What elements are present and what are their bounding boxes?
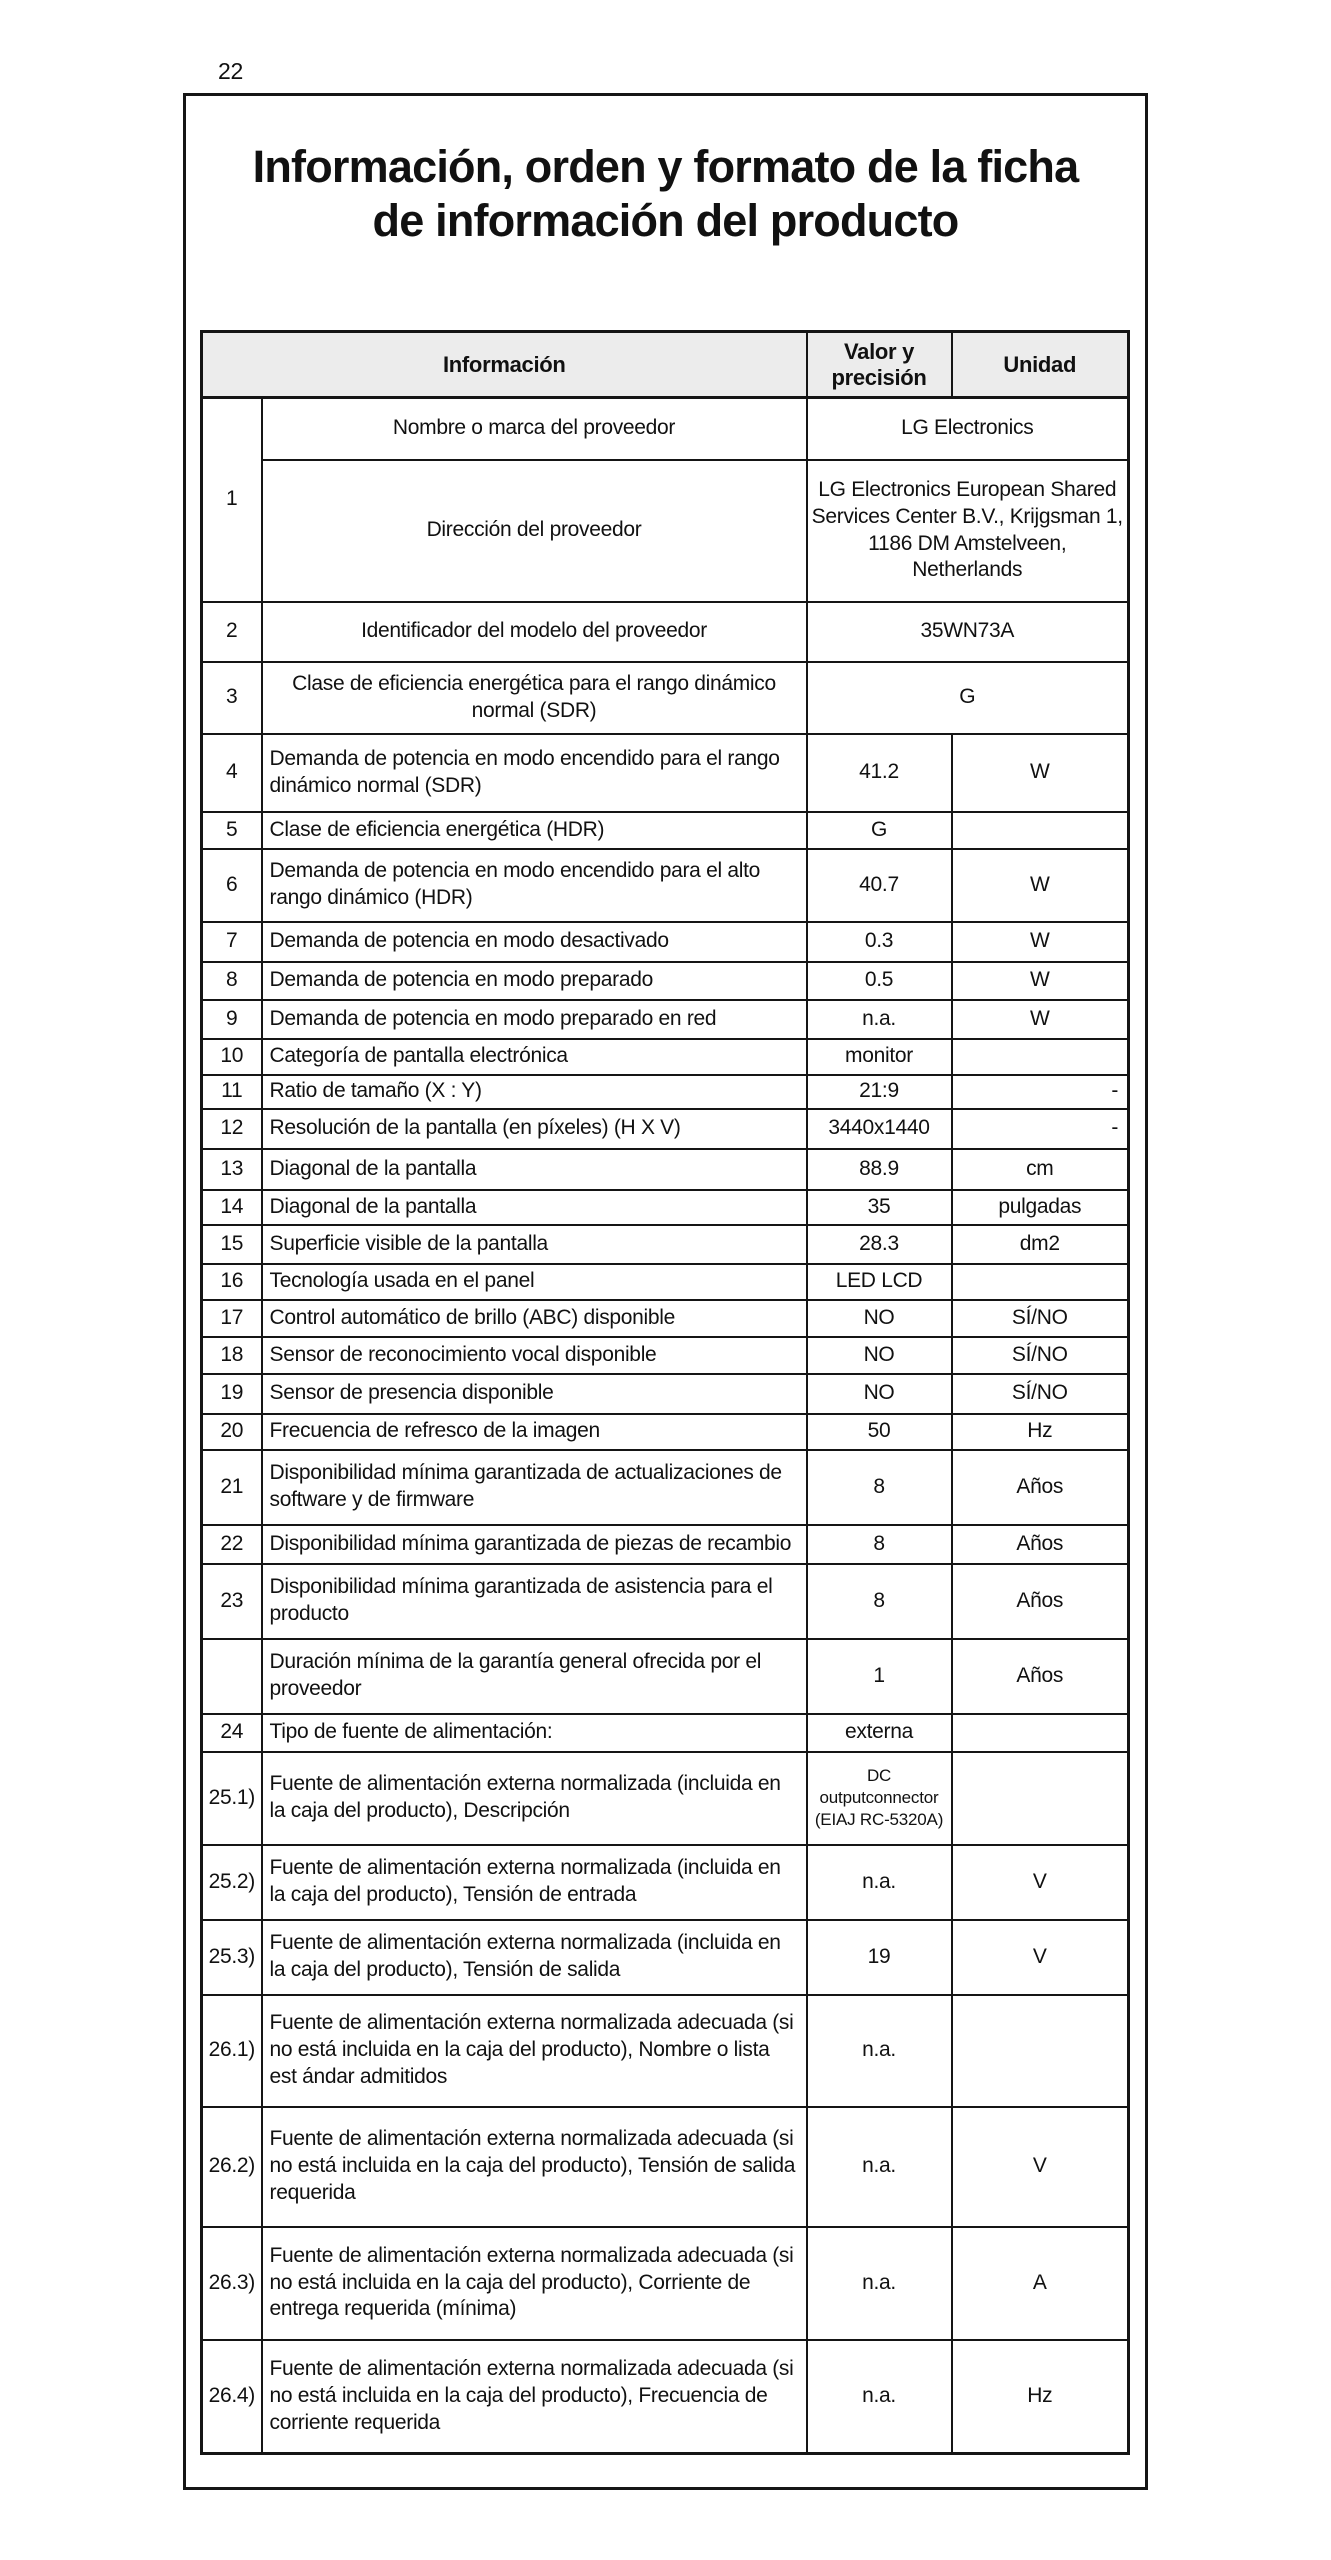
table-row xyxy=(202,1450,1129,1525)
row-number-cell: 20 xyxy=(202,1414,262,1450)
table-row xyxy=(202,1337,1129,1374)
table-row xyxy=(202,2340,1129,2454)
page-title xyxy=(186,140,1145,248)
row-number-cell: 16 xyxy=(202,1264,262,1300)
value-cell: G xyxy=(807,812,952,849)
info-cell: Sensor de presencia disponible xyxy=(262,1374,807,1414)
unit-cell: pulgadas xyxy=(952,1190,1129,1225)
info-cell: Fuente de alimentación externa normalizada (incluida en la caja del producto), Descripción xyxy=(262,1752,807,1845)
value-cell: 41.2 xyxy=(807,734,952,812)
info-cell: Fuente de alimentación externa normalizada adecuada (si no está incluida en la caja del producto), Frecuencia de corriente requerida xyxy=(262,2340,807,2454)
info-cell: Demanda de potencia en modo preparado en red xyxy=(262,1000,807,1039)
info-cell: Identificador del modelo del proveedor xyxy=(262,602,807,662)
unit-cell: dm2 xyxy=(952,1225,1129,1264)
value-cell: n.a. xyxy=(807,2107,952,2227)
table-row xyxy=(202,1264,1129,1300)
unit-cell xyxy=(952,1039,1129,1075)
unit-cell: - xyxy=(952,1109,1129,1149)
unit-cell xyxy=(952,812,1129,849)
unit-cell: Años xyxy=(952,1564,1129,1639)
row-number-cell: 25.3) xyxy=(202,1920,262,1995)
table-row xyxy=(202,962,1129,1000)
header-unidad: Unidad xyxy=(952,332,1129,398)
value-cell: 8 xyxy=(807,1450,952,1525)
table-row xyxy=(202,2107,1129,2227)
table-row xyxy=(202,662,1129,734)
row-number-cell: 24 xyxy=(202,1714,262,1752)
header-informacion: Información xyxy=(202,332,807,398)
info-cell: Fuente de alimentación externa normalizada adecuada (si no está incluida en la caja del producto), Tensión de salida requerida xyxy=(262,2107,807,2227)
value-cell: 1 xyxy=(807,1639,952,1714)
table-row xyxy=(202,1109,1129,1149)
info-cell: Tipo de fuente de alimentación: xyxy=(262,1714,807,1752)
table-row xyxy=(202,1920,1129,1995)
row-number-cell: 19 xyxy=(202,1374,262,1414)
header-row xyxy=(202,332,1129,398)
table-row xyxy=(202,812,1129,849)
table-row xyxy=(202,2227,1129,2340)
value-cell: 35 xyxy=(807,1190,952,1225)
table-row xyxy=(202,1752,1129,1845)
unit-cell xyxy=(952,1714,1129,1752)
info-cell: Categoría de pantalla electrónica xyxy=(262,1039,807,1075)
table-row xyxy=(202,1714,1129,1752)
row-number-cell: 15 xyxy=(202,1225,262,1264)
table-row xyxy=(202,1564,1129,1639)
value-cell: n.a. xyxy=(807,1000,952,1039)
value-cell: 0.3 xyxy=(807,922,952,962)
row-number-cell: 21 xyxy=(202,1450,262,1525)
value-cell: LG Electronics xyxy=(807,398,1129,460)
info-cell: Clase de eficiencia energética (HDR) xyxy=(262,812,807,849)
info-cell: Fuente de alimentación externa normalizada (incluida en la caja del producto), Tensión de entrada xyxy=(262,1845,807,1920)
info-cell: Disponibilidad mínima garantizada de asistencia para el producto xyxy=(262,1564,807,1639)
table-row xyxy=(202,398,1129,460)
info-cell: Clase de eficiencia energética para el rango dinámico normal (SDR) xyxy=(262,662,807,734)
unit-cell: Hz xyxy=(952,2340,1129,2454)
info-cell: Resolución de la pantalla (en píxeles) (H X V) xyxy=(262,1109,807,1149)
row-number-cell: 6 xyxy=(202,849,262,922)
table-row xyxy=(202,1414,1129,1450)
info-cell: Control automático de brillo (ABC) disponible xyxy=(262,1300,807,1337)
row-number-cell: 26.2) xyxy=(202,2107,262,2227)
table-row xyxy=(202,1995,1129,2107)
row-number-cell: 25.2) xyxy=(202,1845,262,1920)
unit-cell: cm xyxy=(952,1149,1129,1190)
info-cell: Ratio de tamaño (X : Y) xyxy=(262,1075,807,1109)
row-number-cell: 26.4) xyxy=(202,2340,262,2454)
info-cell: Disponibilidad mínima garantizada de piezas de recambio xyxy=(262,1525,807,1564)
unit-cell: - xyxy=(952,1075,1129,1109)
row-number-cell: 26.1) xyxy=(202,1995,262,2107)
info-cell: Fuente de alimentación externa normalizada adecuada (si no está incluida en la caja del producto), Corriente de entrega requerida (mínima) xyxy=(262,2227,807,2340)
unit-cell: V xyxy=(952,1920,1129,1995)
value-cell: 8 xyxy=(807,1564,952,1639)
page-number: 22 xyxy=(218,58,243,84)
value-cell: NO xyxy=(807,1374,952,1414)
unit-cell: SÍ/NO xyxy=(952,1337,1129,1374)
table-row xyxy=(202,602,1129,662)
unit-cell: W xyxy=(952,1000,1129,1039)
table-row xyxy=(202,1149,1129,1190)
unit-cell: V xyxy=(952,1845,1129,1920)
table-row xyxy=(202,1190,1129,1225)
value-cell: 88.9 xyxy=(807,1149,952,1190)
info-cell: Diagonal de la pantalla xyxy=(262,1190,807,1225)
row-number-cell xyxy=(202,1639,262,1714)
info-cell: Fuente de alimentación externa normalizada adecuada (si no está incluida en la caja del producto), Nombre o lista est ándar admitidos xyxy=(262,1995,807,2107)
value-cell: NO xyxy=(807,1300,952,1337)
row-number-cell: 4 xyxy=(202,734,262,812)
value-cell: 40.7 xyxy=(807,849,952,922)
info-cell: Dirección del proveedor xyxy=(262,460,807,602)
table-row xyxy=(202,1639,1129,1714)
unit-cell xyxy=(952,1264,1129,1300)
table-row xyxy=(202,849,1129,922)
table-header xyxy=(202,332,1129,398)
info-cell: Demanda de potencia en modo encendido para el rango dinámico normal (SDR) xyxy=(262,734,807,812)
unit-cell: W xyxy=(952,962,1129,1000)
table-row xyxy=(202,1374,1129,1414)
unit-cell xyxy=(952,1995,1129,2107)
table-row xyxy=(202,1075,1129,1109)
value-cell: 3440x1440 xyxy=(807,1109,952,1149)
table-row xyxy=(202,1039,1129,1075)
row-number-cell: 22 xyxy=(202,1525,262,1564)
info-cell: Diagonal de la pantalla xyxy=(262,1149,807,1190)
info-cell: Demanda de potencia en modo preparado xyxy=(262,962,807,1000)
unit-cell: SÍ/NO xyxy=(952,1300,1129,1337)
value-cell: monitor xyxy=(807,1039,952,1075)
info-cell: Demanda de potencia en modo encendido para el alto rango dinámico (HDR) xyxy=(262,849,807,922)
row-number-cell: 11 xyxy=(202,1075,262,1109)
header-valor-precision: Valor y precisión xyxy=(807,332,952,398)
row-number-cell: 2 xyxy=(202,602,262,662)
unit-cell: V xyxy=(952,2107,1129,2227)
page-title-line2: de información del producto xyxy=(372,195,959,246)
unit-cell: Hz xyxy=(952,1414,1129,1450)
table-row xyxy=(202,734,1129,812)
unit-cell: W xyxy=(952,849,1129,922)
table-row xyxy=(202,1000,1129,1039)
unit-cell: Años xyxy=(952,1525,1129,1564)
table-row xyxy=(202,1525,1129,1564)
unit-cell: Años xyxy=(952,1450,1129,1525)
value-cell: G xyxy=(807,662,1129,734)
value-cell: n.a. xyxy=(807,2227,952,2340)
info-table xyxy=(200,330,1130,2455)
value-cell: 35WN73A xyxy=(807,602,1129,662)
row-number-cell: 3 xyxy=(202,662,262,734)
info-cell: Nombre o marca del proveedor xyxy=(262,398,807,460)
unit-cell: Años xyxy=(952,1639,1129,1714)
value-cell: 21:9 xyxy=(807,1075,952,1109)
unit-cell: SÍ/NO xyxy=(952,1374,1129,1414)
value-cell: n.a. xyxy=(807,1995,952,2107)
row-number-cell: 14 xyxy=(202,1190,262,1225)
row-number-cell: 7 xyxy=(202,922,262,962)
value-cell: externa xyxy=(807,1714,952,1752)
unit-cell xyxy=(952,1752,1129,1845)
info-cell: Disponibilidad mínima garantizada de actualizaciones de software y de firmware xyxy=(262,1450,807,1525)
info-cell: Demanda de potencia en modo desactivado xyxy=(262,922,807,962)
value-cell: n.a. xyxy=(807,2340,952,2454)
value-cell: 0.5 xyxy=(807,962,952,1000)
row-number-cell: 8 xyxy=(202,962,262,1000)
value-cell: 28.3 xyxy=(807,1225,952,1264)
row-number-cell: 26.3) xyxy=(202,2227,262,2340)
table-row xyxy=(202,460,1129,602)
info-cell: Tecnología usada en el panel xyxy=(262,1264,807,1300)
value-cell: LG Electronics European Shared Services Center B.V., Krijgsman 1, 1186 DM Amstelveen, Netherlands xyxy=(807,460,1129,602)
row-number-cell: 1 xyxy=(202,398,262,602)
table-row xyxy=(202,1300,1129,1337)
value-cell: LED LCD xyxy=(807,1264,952,1300)
table-body xyxy=(202,398,1129,2454)
row-number-cell: 17 xyxy=(202,1300,262,1337)
unit-cell: W xyxy=(952,734,1129,812)
row-number-cell: 23 xyxy=(202,1564,262,1639)
page-border xyxy=(183,93,1148,2490)
row-number-cell: 10 xyxy=(202,1039,262,1075)
row-number-cell: 13 xyxy=(202,1149,262,1190)
page-title-line1: Información, orden y formato de la ficha xyxy=(252,141,1079,192)
info-cell: Fuente de alimentación externa normalizada (incluida en la caja del producto), Tensión de salida xyxy=(262,1920,807,1995)
table-row xyxy=(202,1845,1129,1920)
info-cell: Duración mínima de la garantía general ofrecida por el proveedor xyxy=(262,1639,807,1714)
row-number-cell: 12 xyxy=(202,1109,262,1149)
value-cell: 8 xyxy=(807,1525,952,1564)
value-cell: DC outputconnector (EIAJ RC-5320A) xyxy=(807,1752,952,1845)
unit-cell: A xyxy=(952,2227,1129,2340)
value-cell: 50 xyxy=(807,1414,952,1450)
unit-cell: W xyxy=(952,922,1129,962)
row-number-cell: 9 xyxy=(202,1000,262,1039)
info-cell: Sensor de reconocimiento vocal disponible xyxy=(262,1337,807,1374)
table-row xyxy=(202,922,1129,962)
info-cell: Superficie visible de la pantalla xyxy=(262,1225,807,1264)
info-cell: Frecuencia de refresco de la imagen xyxy=(262,1414,807,1450)
table-row xyxy=(202,1225,1129,1264)
row-number-cell: 5 xyxy=(202,812,262,849)
value-cell: NO xyxy=(807,1337,952,1374)
value-cell: n.a. xyxy=(807,1845,952,1920)
row-number-cell: 25.1) xyxy=(202,1752,262,1845)
value-cell: 19 xyxy=(807,1920,952,1995)
row-number-cell: 18 xyxy=(202,1337,262,1374)
